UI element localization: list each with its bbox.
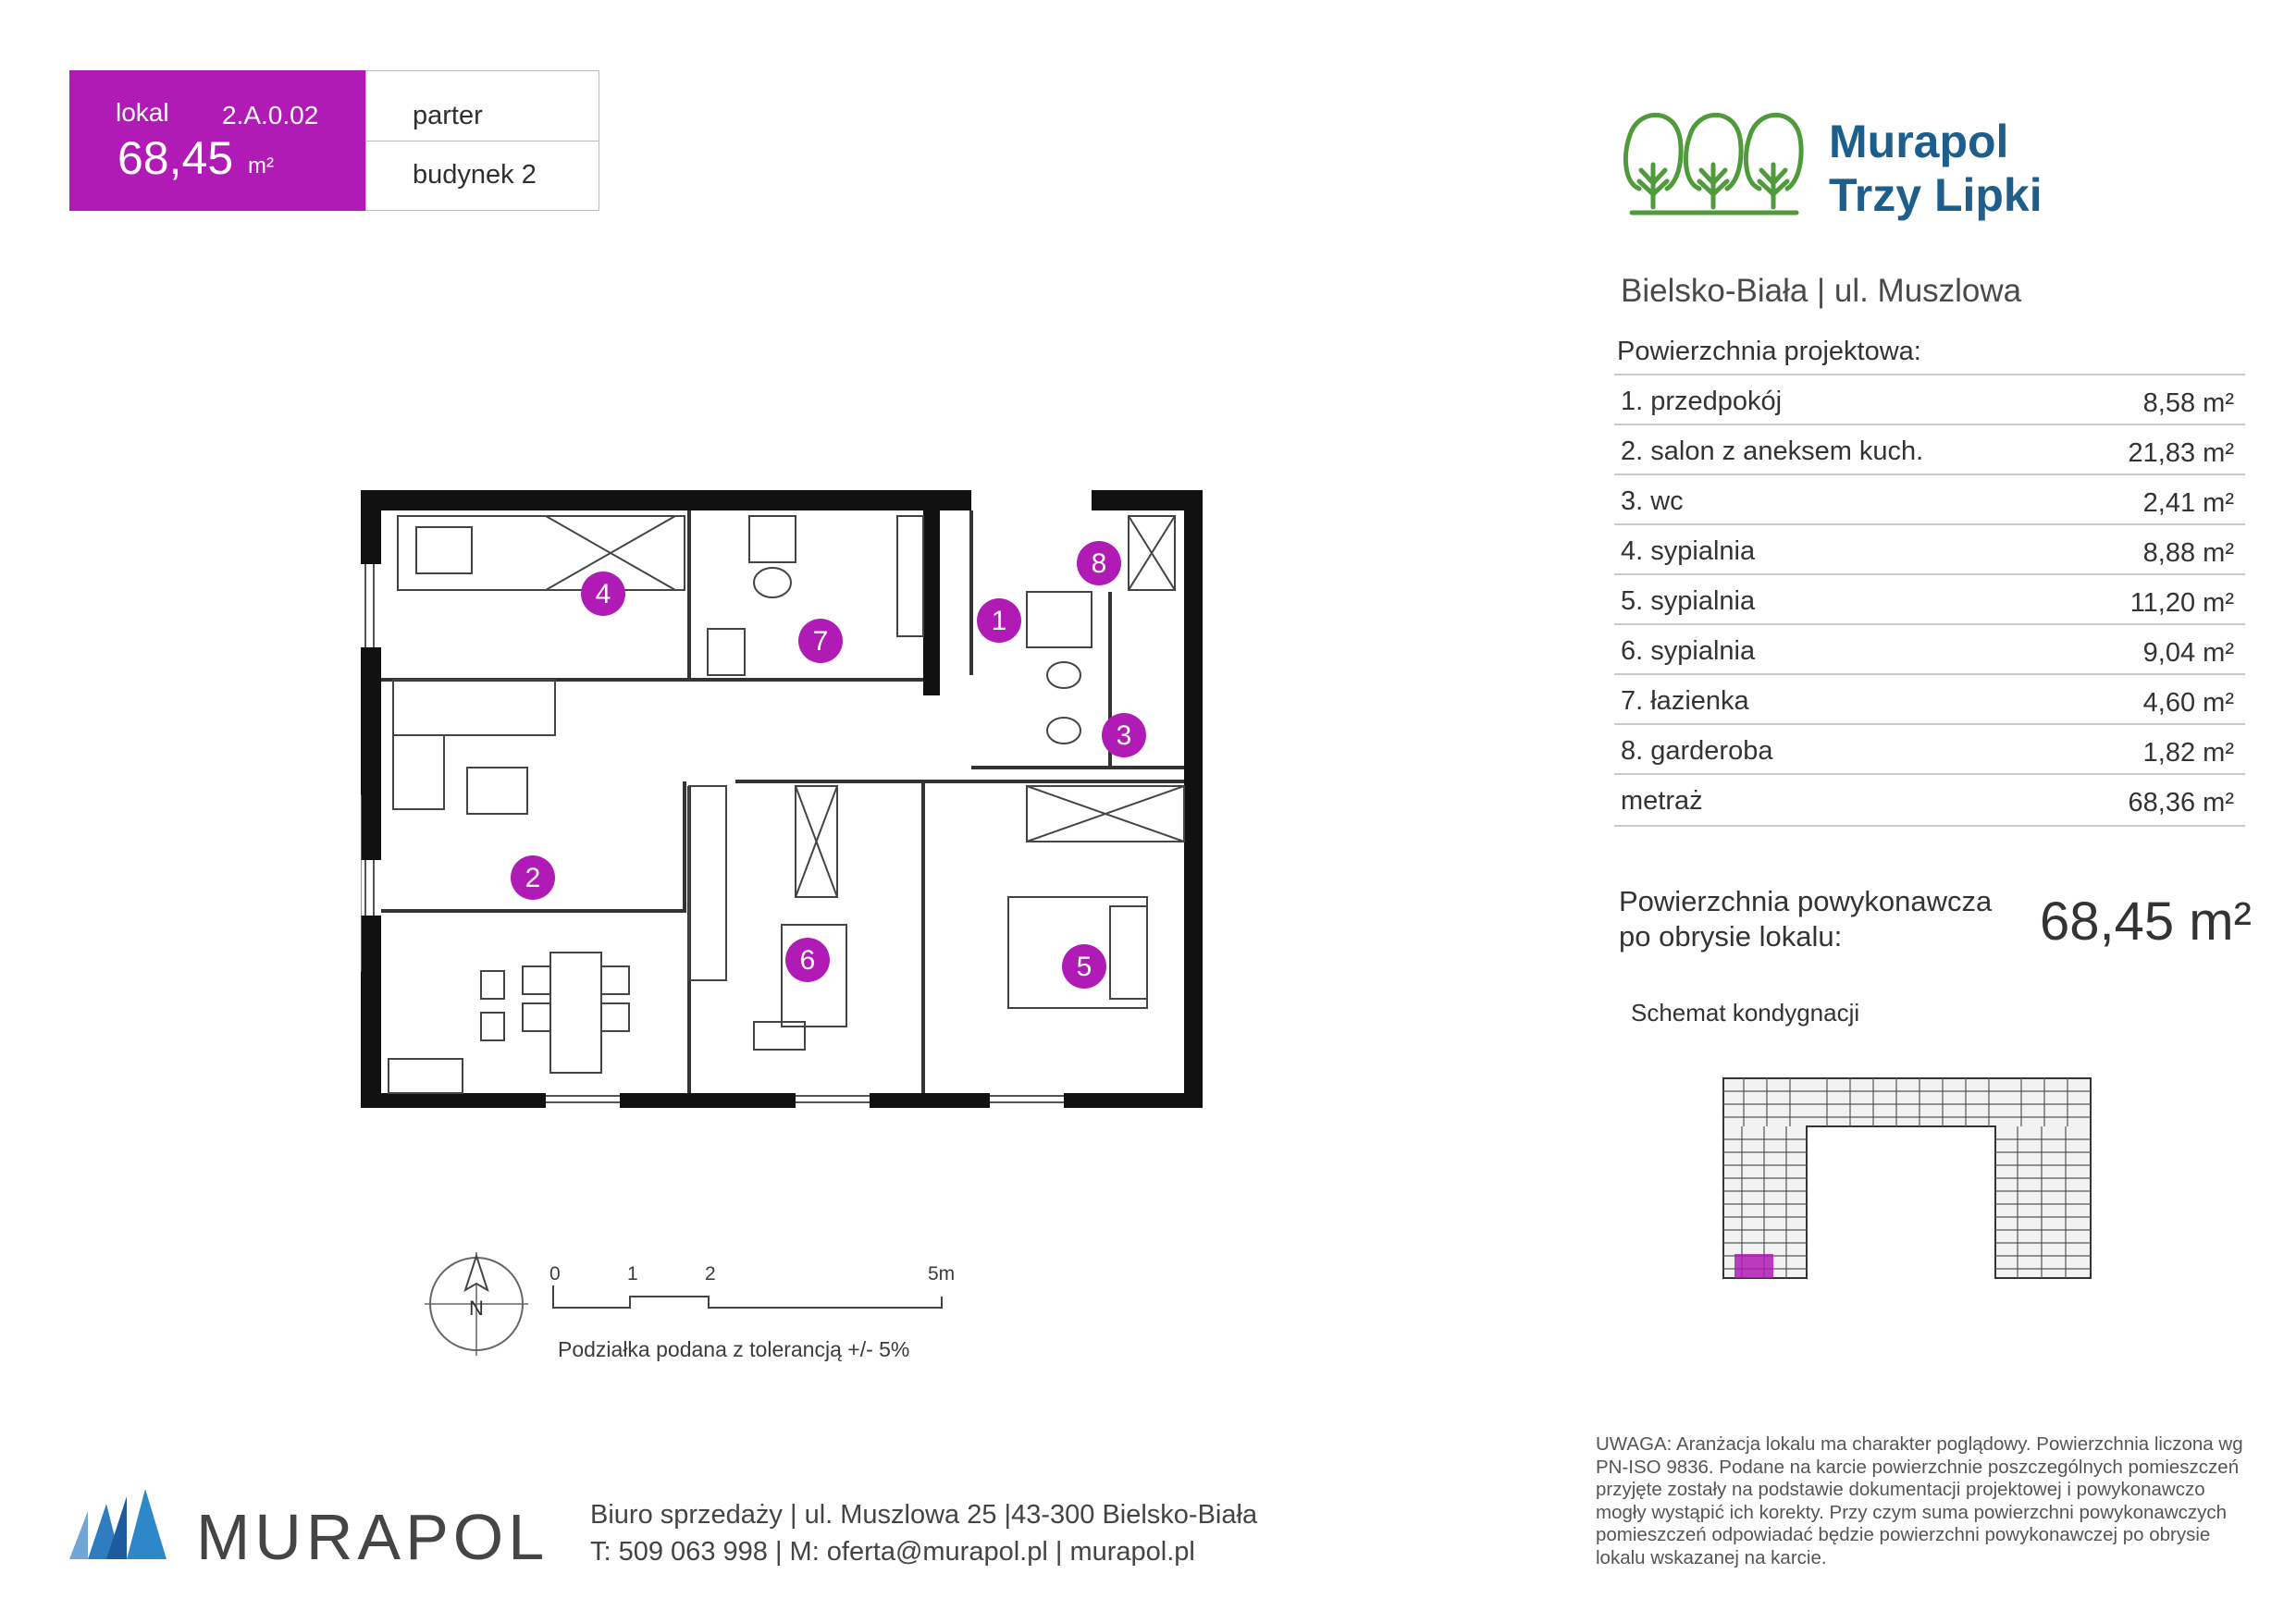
- scale-tick-2: 2: [705, 1263, 716, 1285]
- total-row: [1614, 773, 2245, 827]
- brand-line-1: Murapol: [1829, 116, 2009, 167]
- table-row: [1614, 573, 2245, 623]
- table-row: [1614, 523, 2245, 573]
- total-label: metraż: [1621, 786, 1703, 816]
- murapol-logo-icon: [69, 1489, 167, 1561]
- three-trees-icon: [1621, 98, 1806, 216]
- table-row: [1614, 673, 2245, 723]
- floor-cell: parter: [365, 70, 599, 141]
- room-area: 21,83 m²: [2128, 438, 2234, 468]
- room-number-1: 1: [991, 606, 1007, 636]
- areas-title: Powierzchnia projektowa:: [1617, 337, 1921, 366]
- building-cell: budynek 2: [365, 141, 599, 211]
- room-number-5: 5: [1076, 952, 1092, 982]
- table-row: [1614, 723, 2245, 773]
- room-name: 8. garderoba: [1621, 736, 1773, 766]
- unit-header: [69, 70, 365, 211]
- unit-area: 68,45: [117, 132, 234, 184]
- scale-tick-0: 0: [549, 1263, 561, 1285]
- table-row: [1614, 623, 2245, 673]
- schema-label: Schemat kondygnacji: [1631, 999, 1860, 1027]
- room-number-6: 6: [799, 945, 816, 976]
- brand-name: [1829, 115, 2043, 222]
- compass-label: N: [469, 1297, 484, 1320]
- areas-table: [1614, 374, 2245, 827]
- room-number-3: 3: [1116, 720, 1132, 751]
- post-build-label-2: po obrysie lokalu:: [1619, 920, 1843, 953]
- floor-plan: [361, 490, 1203, 1119]
- unit-label: lokal: [116, 98, 169, 127]
- room-area: 8,58 m²: [2142, 388, 2234, 418]
- room-number-4: 4: [595, 579, 611, 609]
- location: Bielsko-Biała | ul. Muszlowa: [1621, 273, 2022, 309]
- room-area: 1,82 m²: [2142, 738, 2234, 768]
- scale-tick-5: 5m: [928, 1263, 956, 1285]
- table-row: [1614, 374, 2245, 424]
- room-area: 4,60 m²: [2142, 688, 2234, 718]
- post-build-value: 68,45 m²: [2040, 891, 2252, 952]
- post-build-label-1: Powierzchnia powykonawcza: [1619, 885, 1993, 917]
- disclaimer-note: UWAGA: Aranżacja lokalu ma charakter poglądowy. Powierzchnia liczona wg PN-ISO 9836. Podane na karcie powierzchnie poszczególnych pomieszczeń przyjęte zostały na podstawie dokumentacji projektowej i powykonawczo mogły wystąpić ich korekty. Przy czym suma powierzchni powykonawczych pomieszczeń odpowiadać będzie powierzchni powykonawczej po obrysie lokalu wskazanej na karcie.: [1596, 1433, 2243, 1568]
- sales-office: Biuro sprzedaży | ul. Muszlowa 25 |43-300 Bielsko-Biała: [590, 1500, 1258, 1530]
- table-row: [1614, 473, 2245, 523]
- brand-line-2: Trzy Lipki: [1829, 169, 2043, 221]
- room-name: 7. łazienka: [1621, 686, 1749, 716]
- room-number-7: 7: [812, 626, 829, 657]
- room-name: 6. sypialnia: [1621, 636, 1756, 666]
- room-name: 3. wc: [1621, 486, 1684, 516]
- compass-icon: [423, 1248, 534, 1359]
- table-row: [1614, 424, 2245, 473]
- floor-schema: [1716, 1073, 2105, 1285]
- room-name: 2. salon z aneksem kuch.: [1621, 436, 1924, 466]
- scale-note: Podziałka podana z tolerancją +/- 5%: [558, 1337, 910, 1361]
- scale-bar: [551, 1284, 958, 1311]
- room-number-2: 2: [525, 863, 541, 893]
- post-build-label: [1619, 884, 1992, 954]
- unit-area-unit: m²: [248, 154, 274, 178]
- room-area: 11,20 m²: [2129, 588, 2234, 618]
- unit-code: 2.A.0.02: [222, 101, 319, 129]
- room-number-8: 8: [1091, 548, 1107, 579]
- unit-highlight: [1734, 1254, 1773, 1278]
- scale-tick-1: 1: [627, 1263, 638, 1285]
- sales-contact: T: 509 063 998 | M: oferta@murapol.pl | murapol.pl: [590, 1537, 1195, 1567]
- room-name: 4. sypialnia: [1621, 536, 1756, 566]
- room-area: 8,88 m²: [2142, 538, 2234, 568]
- room-area: 9,04 m²: [2142, 638, 2234, 668]
- room-area: 2,41 m²: [2142, 488, 2234, 518]
- total-value: 68,36 m²: [2128, 788, 2234, 818]
- company-name: MURAPOL: [196, 1501, 549, 1573]
- room-name: 1. przedpokój: [1621, 387, 1783, 416]
- room-name: 5. sypialnia: [1621, 586, 1756, 616]
